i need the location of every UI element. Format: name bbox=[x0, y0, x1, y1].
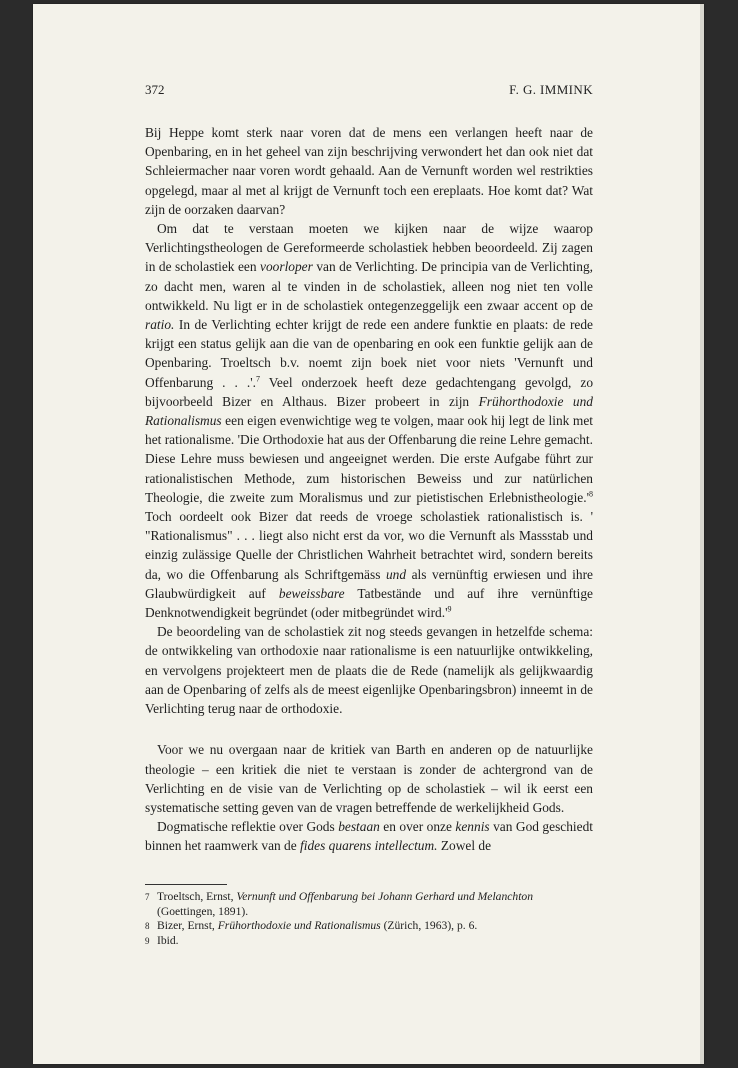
paragraph bbox=[145, 817, 593, 855]
italic-span: bestaan bbox=[338, 819, 380, 835]
footnote-text bbox=[157, 919, 593, 934]
footnote-marker: 9 bbox=[145, 935, 150, 946]
text-span: Troeltsch, Ernst, bbox=[157, 890, 237, 903]
text-span: Veel onderzoek heeft deze gedachtengang gevolgd, zo bijvoorbeeld Bizer en Althaus. Bizer probeert in zijn bbox=[145, 374, 594, 409]
footnotes bbox=[145, 890, 593, 948]
text-span: Zowel de bbox=[437, 838, 492, 854]
italic-span: fides quarens intellectum. bbox=[300, 838, 438, 854]
italic-span: Frühorthodoxie und Rationalismus bbox=[145, 393, 593, 429]
footnote bbox=[145, 919, 593, 934]
text-span: Om dat te verstaan moeten we kijken naar de wijze waarop Verlichtingstheologen de Gereformeerde scholastiek hebben beoordeeld. Zij zagen in de scholastiek een bbox=[145, 221, 593, 275]
page-edge bbox=[700, 4, 704, 1064]
italic-span: voorloper bbox=[260, 259, 313, 275]
italic-span: kennis bbox=[455, 819, 490, 835]
text-span: Ibid. bbox=[157, 933, 179, 947]
text-span: van God geschiedt binnen het raamwerk van de bbox=[145, 819, 593, 854]
text-span: een eigen evenwichtige weg te volgen, maar ook hij legt de link met het rationalisme. 'Die Orthodoxie hat aus der Offenbarung die reine Lehre gemacht. Diese Lehre muss bewiesen und angeeignet werden. Die erste Aufgabe führt zur rationalistischen Methode, zum historischen Beweiss und zur natürlichen Theologie, die zweite zum Moralismus und zur pietistischen Erlebnistheologie.' bbox=[145, 413, 593, 505]
page-number: 372 bbox=[145, 82, 165, 97]
footnote-text bbox=[157, 934, 593, 949]
text-span: Toch oordeelt ook Bizer dat reeds de vroege scholastiek rationalistisch is. ' "Rationalismus" . . . liegt also nicht erst da vor, wo die Vernunft als Massstab und einzig zulässige Quelle der Christlichen Wahrheit betrachtet wird, sondern bereits da, wo die Offenbarung als Schriftgemäss bbox=[145, 509, 593, 582]
footnote-marker: 7 bbox=[145, 892, 150, 902]
footnote-ref: 8 bbox=[589, 489, 593, 499]
text-span: Bizer, Ernst, bbox=[157, 919, 218, 933]
text-span: Tatbestände und auf ihre vernünftige Denknotwendigkeit begründet (oder mitbegründet wird.' bbox=[145, 585, 593, 621]
footnote-ref: 7 bbox=[255, 374, 260, 384]
italic-span: beweissbare bbox=[278, 585, 345, 601]
text-span: (Zürich, 1963), p. 6. bbox=[380, 919, 478, 933]
text-span: Voor we nu overgaan naar de kritiek van Barth en anderen op de natuurlijke theologie – een kritiek die niet te verstaan is zonder de achtergrond van de Verlichting en de visie van de Verlichting op de scholastiek – wil ik eerst een systematische setting geven van de vragen betreffende de werkelijkheid Gods. bbox=[145, 742, 593, 815]
text-span: (Goettingen, 1891). bbox=[157, 904, 249, 918]
footnote-marker: 8 bbox=[145, 921, 150, 932]
footnote-text bbox=[157, 890, 593, 919]
italic-span: Vernunft und Offenbarung bei Johann Gerhard und Melanchton bbox=[236, 890, 534, 903]
italic-span: Frühorthodoxie und Rationalismus bbox=[217, 919, 381, 933]
text-span: als vernünftig erwiesen und ihre Glaubwürdigkeit auf bbox=[145, 566, 593, 601]
footnote-rule bbox=[145, 884, 227, 885]
text-span: Bij Heppe komt sterk naar voren dat de mens een verlangen heeft naar de Openbaring, en in het geheel van zijn beschrijving verwondert het dan ook niet dat Schleiermacher naar voren wordt gehaald. Aan de Vernunft worden wel restrikties opgelegd, maar al met al krijgt de Vernunft toch een ereplaats. Hoe komt dat? Wat zijn de oorzaken daarvan? bbox=[145, 125, 593, 217]
text-span: Dogmatische reflektie over Gods bbox=[157, 819, 339, 835]
footnote-ref: 9 bbox=[447, 604, 452, 614]
italic-span: ratio. bbox=[145, 317, 175, 333]
body-text bbox=[145, 123, 593, 856]
paragraph bbox=[145, 123, 593, 219]
paragraph bbox=[145, 622, 593, 718]
footnote bbox=[145, 890, 593, 919]
running-author: F. G. IMMINK bbox=[509, 82, 593, 97]
text-span: In de Verlichting echter krijgt de rede een andere funktie en plaats: de rede krijgt een status gelijk aan die van de openbaring en ook een funktie gelijk aan de Openbaring. Troeltsch b.v. noemt zijn boek niet voor niets 'Vernunft und Offenbarung . . .'. bbox=[145, 317, 593, 390]
text-span: De beoordeling van de scholastiek zit nog steeds gevangen in hetzelfde schema: de ontwikkeling van orthodoxie naar rationalisme is een natuurlijke ontwikkeling, en vervolgens projekteert men de plaats die de Rede (namelijk als gelijkwaardig aan de Openbaring of zelfs als de meest eigenlijke Openbaringsbron) inneemt in de Verlichting terug naar de orthodoxie. bbox=[145, 624, 593, 717]
footnote bbox=[145, 934, 593, 949]
text-span: van de Verlichting. De principia van de Verlichting, zo dacht men, waren al te vinden in de scholastiek, alleen nog niet ten volle ontwikkeld. Nu ligt er in de scholastiek ontegenzeggelijk een zwaar accent op de bbox=[145, 259, 593, 313]
text-span: en over onze bbox=[379, 819, 456, 835]
paragraph bbox=[145, 740, 593, 817]
italic-span: und bbox=[385, 566, 407, 582]
paragraph bbox=[145, 219, 593, 622]
